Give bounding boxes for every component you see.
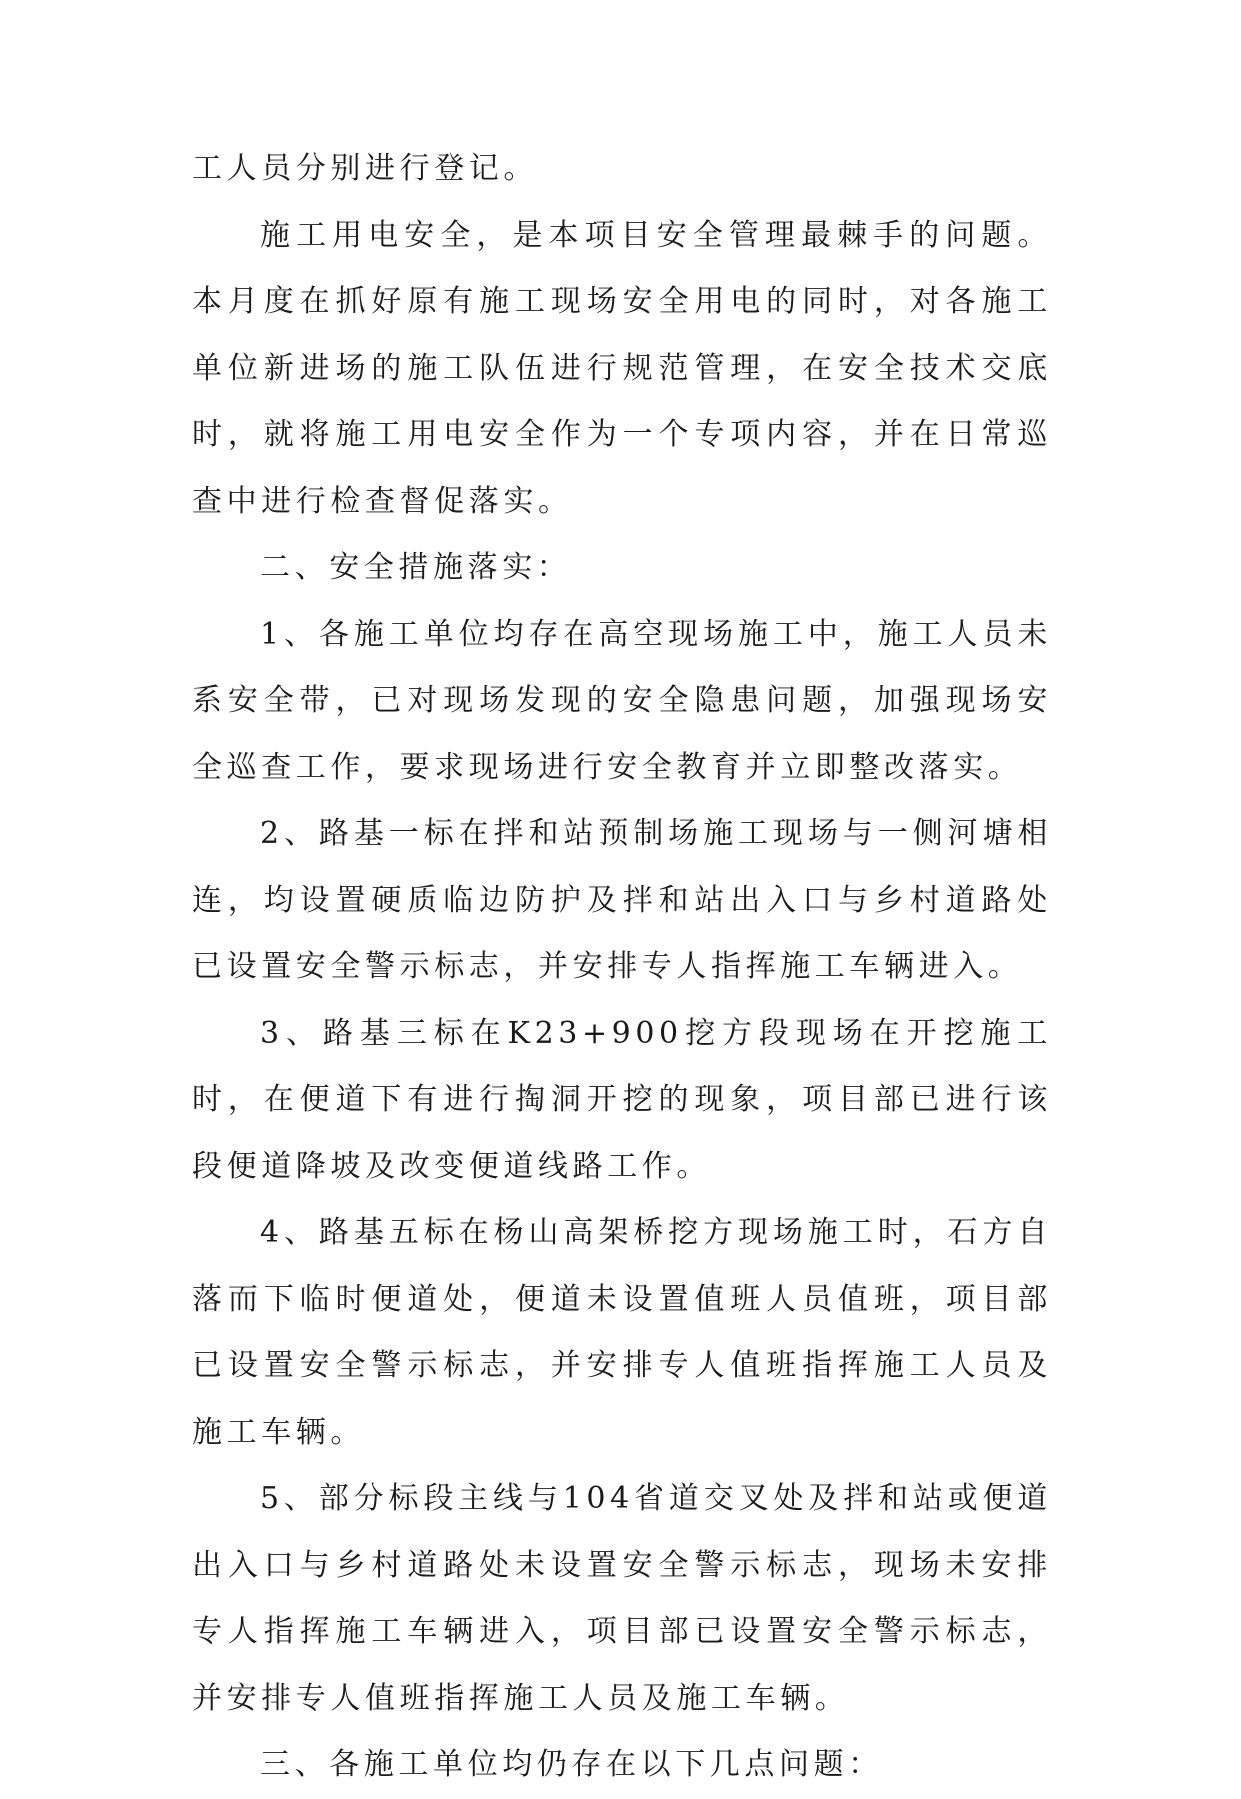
paragraph-item-3: 3、路基三标在K23+900挖方段现场在开挖施工时，在便道下有进行掏洞开挖的现象，项目部已进行该段便道降坡及改变便道线路工作。 <box>192 1015 1052 1184</box>
section-heading-safety-measures: 二、安全措施落实： <box>260 550 572 585</box>
paragraph-item-1: 1、各施工单位均存在高空现场施工中，施工人员未系安全带，已对现场发现的安全隐患问题，加强现场安全巡查工作，要求现场进行安全教育并立即整改落实。 <box>192 616 1052 785</box>
paragraph-electricity-safety: 施工用电安全，是本项目安全管理最棘手的问题。本月度在抓好原有施工现场安全用电的同时，对各施工单位新进场的施工队伍进行规范管理，在安全技术交底时，就将施工用电安全作为一个专项内容，并在日常巡查中进行检查督促落实。 <box>192 217 1052 519</box>
section-heading-remaining-issues: 三、各施工单位均仍存在以下几点问题： <box>260 1747 883 1782</box>
document-body <box>192 136 1052 1799</box>
paragraph-item-4: 4、路基五标在杨山高架桥挖方现场施工时，石方自落而下临时便道处，便道未设置值班人员值班，项目部已设置安全警示标志，并安排专人值班指挥施工人员及施工车辆。 <box>192 1215 1052 1450</box>
paragraph-item-5: 5、部分标段主线与104省道交叉处及拌和站或便道出入口与乡村道路处未设置安全警示标志，现场未安排专人指挥施工车辆进入，项目部已设置安全警示标志，并安排专人值班指挥施工人员及施工车辆。 <box>192 1481 1052 1716</box>
paragraph-item-2: 2、路基一标在拌和站预制场施工现场与一侧河塘相连，均设置硬质临边防护及拌和站出入口与乡村道路处已设置安全警示标志，并安排专人指挥施工车辆进入。 <box>192 816 1052 984</box>
paragraph-registration: 工人员分别进行登记。 <box>192 151 538 186</box>
